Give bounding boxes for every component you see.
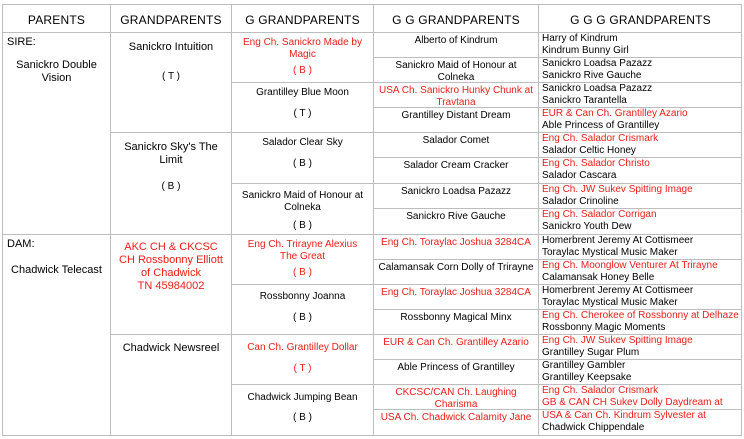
- g-grandparent-name: Rossbonny Joanna: [259, 291, 346, 302]
- gg-grandparent-cell: Sanickro Maid of Honour at Colneka: [373, 57, 538, 82]
- grandparent-sex: ( T ): [162, 71, 180, 82]
- g-grandparent-cell: [231, 384, 373, 436]
- ggg-grandparent-name: Sanickro Youth Dew: [542, 221, 632, 232]
- g-grandparent-cell: [231, 234, 373, 284]
- g-grandparent-sex: ( T ): [293, 108, 312, 119]
- ggg-grandparent-name: Eng Ch. Salador Crismark: [542, 133, 659, 144]
- gg-grandparent-cell: Sanickro Rive Gauche: [373, 208, 538, 234]
- grandparent-name: Chadwick Newsreel: [122, 342, 220, 354]
- gg-grandparent-cell: Salador Comet: [373, 132, 538, 157]
- g-grandparent-sex: ( B ): [293, 412, 312, 423]
- grandparent-cell: [110, 234, 231, 334]
- grandparent-cell: [110, 32, 231, 132]
- ggg-grandparent-name: Grantilley Keepsake: [542, 372, 632, 383]
- header-parents: PARENTS: [2, 4, 110, 32]
- g-grandparent-cell: [231, 32, 373, 82]
- ggg-grandparent-name: Homerbrent Jeremy At Cottismeer: [542, 285, 694, 296]
- gg-grandparent-cell: Rossbonny Magical Minx: [373, 309, 538, 334]
- gg-grandparent-cell: Sanickro Loadsa Pazazz: [373, 183, 538, 208]
- ggg-grandparent-name: Chadwick Chippendale: [542, 422, 645, 433]
- ggg-grandparent-cell: [538, 183, 742, 208]
- ggg-grandparent-cell: [538, 309, 742, 334]
- g-grandparent-name: Eng Ch. Sanickro Made by Magic: [243, 37, 362, 60]
- g-grandparent-name: Grantilley Blue Moon: [256, 87, 349, 98]
- grandparent-registration: TN 45984002: [137, 280, 205, 292]
- ggg-grandparent-name: Harry of Kindrum: [542, 33, 618, 44]
- g-grandparent-cell: [231, 183, 373, 234]
- g-grandparent-cell: [231, 82, 373, 132]
- ggg-grandparent-name: Eng Ch. Salador Corrigan: [542, 209, 657, 220]
- g-grandparent-cell: [231, 334, 373, 384]
- grandparent-name: Sanickro Intuition: [128, 41, 214, 53]
- gg-grandparent-cell: CKCSC/CAN Ch. Laughing Charisma: [373, 384, 538, 409]
- ggg-grandparent-cell: [538, 208, 742, 234]
- header-grandparents: GRANDPARENTS: [110, 4, 231, 32]
- ggg-grandparent-cell: [538, 157, 742, 183]
- ggg-grandparent-cell: [538, 107, 742, 132]
- ggg-grandparent-name: Calamansak Honey Belle: [542, 272, 655, 283]
- ggg-grandparent-name: Grantilley Sugar Plum: [542, 347, 640, 358]
- g-grandparent-cell: [231, 132, 373, 183]
- ggg-grandparent-cell: [538, 359, 742, 384]
- ggg-grandparent-name: Homerbrent Jeremy At Cottismeer: [542, 235, 694, 246]
- g-grandparent-sex: ( B ): [293, 220, 312, 231]
- sire-name: Sanickro Double Vision: [16, 59, 97, 84]
- sire-cell: [2, 32, 110, 234]
- g-grandparent-sex: ( B ): [293, 267, 312, 278]
- gg-grandparent-cell: EUR & Can Ch. Grantilley Azario: [373, 334, 538, 359]
- grandparent-cell: [110, 132, 231, 234]
- g-grandparent-sex: ( T ): [293, 363, 312, 374]
- grandparent-name: Sanickro Sky's The Limit: [124, 141, 218, 166]
- ggg-grandparent-name: Salador Cascara: [542, 170, 617, 181]
- ggg-grandparent-cell: [538, 234, 742, 259]
- ggg-grandparent-name: Eng Ch. JW Sukev Spitting Image: [542, 335, 693, 346]
- ggg-grandparent-cell: [538, 32, 742, 57]
- ggg-grandparent-name: Eng Ch. Salador Crismark: [542, 385, 659, 396]
- ggg-grandparent-name: Eng Ch. Moonglow Venturer At Trirayne: [542, 260, 718, 271]
- gg-grandparent-cell: Alberto of Kindrum: [373, 32, 538, 57]
- dam-cell: [2, 234, 110, 436]
- ggg-grandparent-cell: [538, 284, 742, 309]
- ggg-grandparent-name: Kindrum Bunny Girl: [542, 45, 629, 56]
- g-grandparent-sex: ( B ): [293, 65, 312, 76]
- ggg-grandparent-name: Rossbonny Magic Moments: [542, 322, 666, 333]
- dam-label: DAM:: [7, 238, 35, 250]
- ggg-grandparent-name: GB & CAN CH Sukev Dolly Daydream at: [542, 397, 723, 408]
- header-g-grandparents: G GRANDPARENTS: [231, 4, 373, 32]
- ggg-grandparent-cell: [538, 57, 742, 82]
- ggg-grandparent-cell: [538, 82, 742, 107]
- g-grandparent-name: Eng Ch. Trirayne Alexius The Great: [247, 239, 358, 262]
- ggg-grandparent-name: Toraylac Mystical Music Maker: [542, 297, 678, 308]
- ggg-grandparent-name: Sanickro Loadsa Pazazz: [542, 58, 653, 69]
- ggg-grandparent-name: Sanickro Tarantella: [542, 95, 627, 106]
- sire-label: SIRE:: [7, 36, 36, 48]
- g-grandparent-name: Can Ch. Grantilley Dollar: [247, 342, 358, 353]
- ggg-grandparent-name: EUR & Can Ch. Grantilley Azario: [542, 108, 688, 119]
- gg-grandparent-cell: Eng Ch. Toraylac Joshua 3284CA: [373, 234, 538, 259]
- g-grandparent-sex: ( B ): [293, 158, 312, 169]
- g-grandparent-name: Chadwick Jumping Bean: [247, 392, 358, 403]
- gg-grandparent-cell: Calamansak Corn Dolly of Trirayne: [373, 259, 538, 284]
- ggg-grandparent-cell: [538, 334, 742, 359]
- dam-name: Chadwick Telecast: [11, 264, 102, 276]
- ggg-grandparent-name: USA & Can Ch. Kindrum Sylvester at: [542, 410, 706, 421]
- ggg-grandparent-name: Eng Ch. JW Sukev Spitting Image: [542, 184, 693, 195]
- ggg-grandparent-name: Able Princess of Grantilley: [542, 120, 660, 131]
- gg-grandparent-cell: Able Princess of Grantilley: [373, 359, 538, 384]
- ggg-grandparent-name: Salador Celtic Honey: [542, 145, 636, 156]
- ggg-grandparent-cell: [538, 259, 742, 284]
- gg-grandparent-cell: USA Ch. Chadwick Calamity Jane: [373, 409, 538, 436]
- grandparent-name: AKC CH & CKCSC CH Rossbonny Elliott of Chadwick: [119, 241, 223, 279]
- ggg-grandparent-name: Sanickro Rive Gauche: [542, 70, 642, 81]
- gg-grandparent-cell: Salador Cream Cracker: [373, 157, 538, 183]
- ggg-grandparent-name: Toraylac Mystical Music Maker: [542, 247, 678, 258]
- header-ggg-grandparents: G G G GRANDPARENTS: [538, 4, 742, 32]
- grandparent-sex: ( B ): [161, 181, 181, 192]
- g-grandparent-sex: ( B ): [293, 312, 312, 323]
- g-grandparent-name: Sanickro Maid of Honour at Colneka: [241, 190, 364, 213]
- gg-grandparent-cell: USA Ch. Sanickro Hunky Chunk at Travtana: [373, 82, 538, 107]
- g-grandparent-cell: [231, 284, 373, 334]
- grandparent-cell: [110, 334, 231, 436]
- header-gg-grandparents: G G GRANDPARENTS: [373, 4, 538, 32]
- ggg-grandparent-name: Eng Ch. Salador Christo: [542, 158, 650, 169]
- ggg-grandparent-cell: [538, 132, 742, 157]
- g-grandparent-name: Salador Clear Sky: [262, 137, 343, 148]
- ggg-grandparent-name: Salador Crinoline: [542, 196, 619, 207]
- ggg-grandparent-name: Grantilley Gambler: [542, 360, 626, 371]
- ggg-grandparent-name: Sanickro Loadsa Pazazz: [542, 83, 653, 94]
- ggg-grandparent-cell: [538, 384, 742, 409]
- ggg-grandparent-cell: [538, 409, 742, 436]
- ggg-grandparent-name: Eng Ch. Cherokee of Rossbonny at Delhaze: [542, 310, 739, 321]
- gg-grandparent-cell: Grantilley Distant Dream: [373, 107, 538, 132]
- gg-grandparent-cell: Eng Ch. Toraylac Joshua 3284CA: [373, 284, 538, 309]
